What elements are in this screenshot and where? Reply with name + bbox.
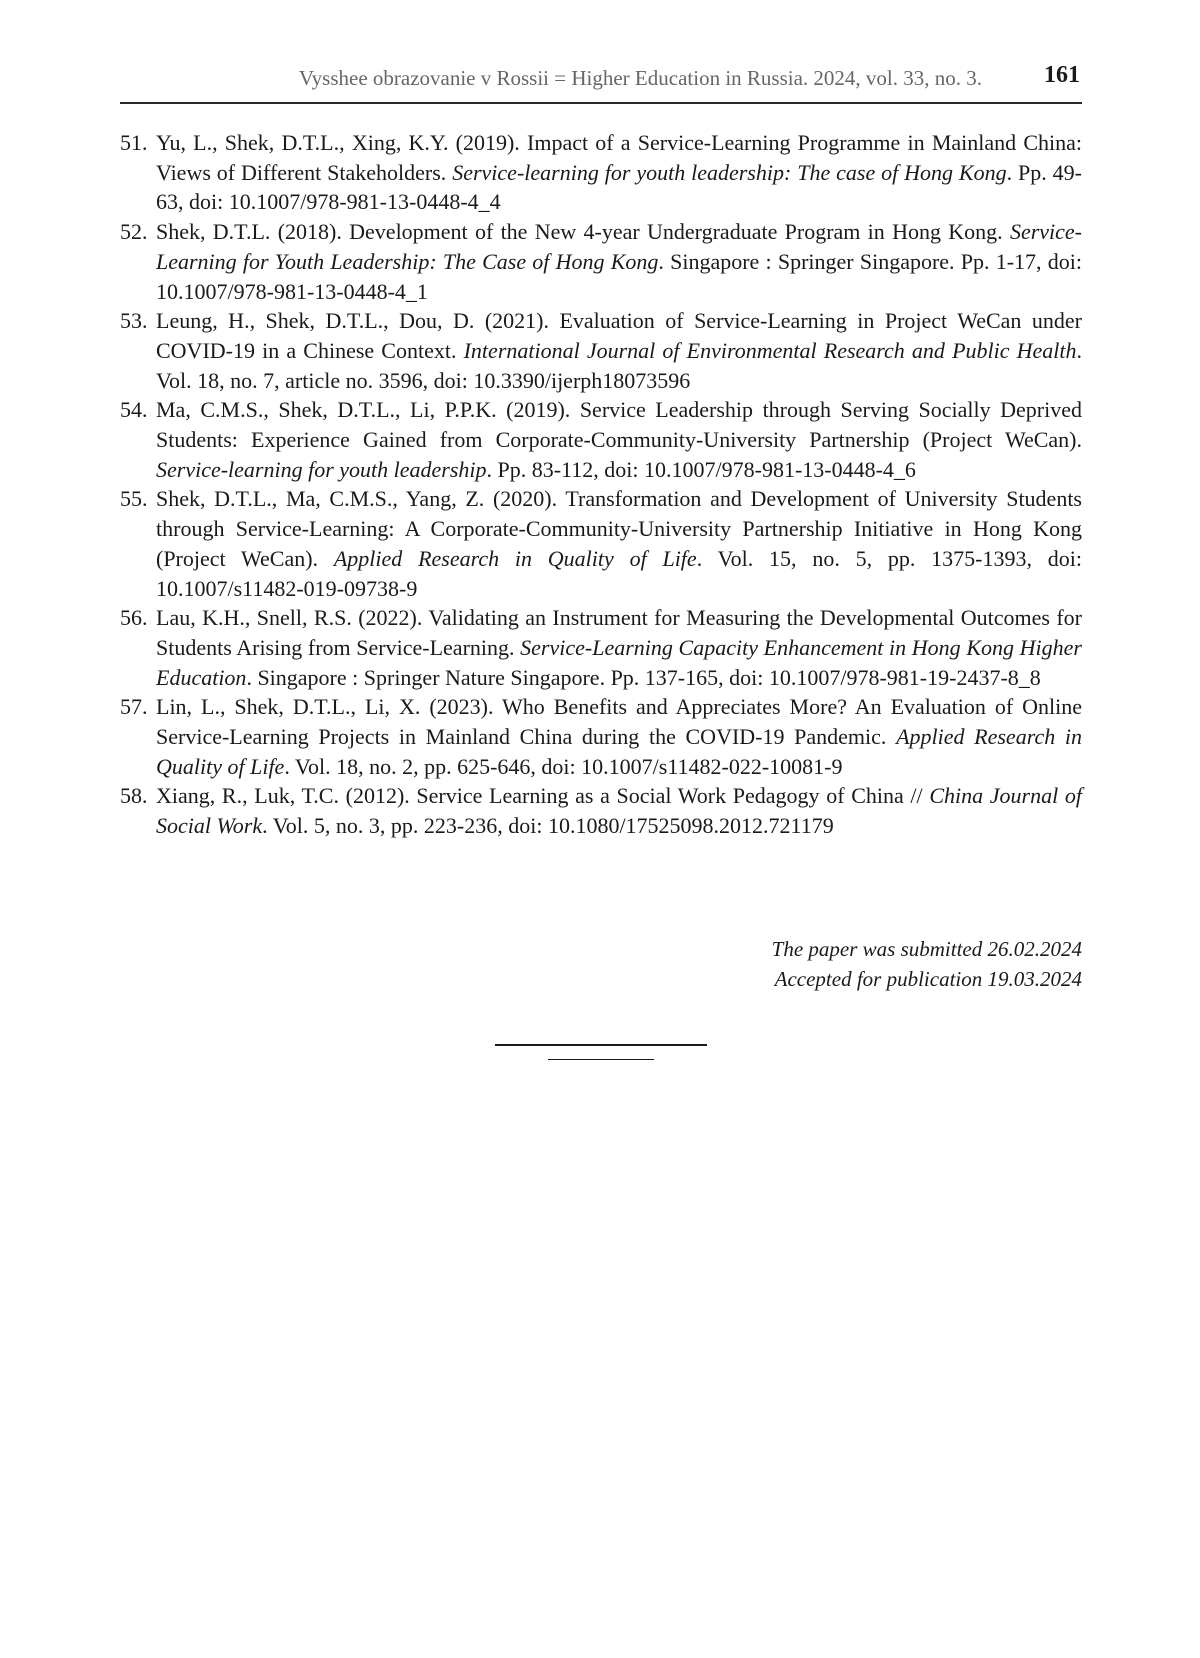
reference-number: 58. [120, 783, 148, 809]
reference-details: . Singapore : Springer Singapore. Pp. 1-17, doi: 10.1007/978-981-13-0448-4_1 [156, 248, 1082, 304]
reference-source: Service-Learning Capacity Enhancement in Hong Kong Higher Education [156, 634, 1082, 690]
reference-authors-title: Shek, D.T.L. (2018). Development of the New 4-year Undergraduate Program in Hong Kong. [156, 219, 1010, 245]
reference-list [120, 128, 1082, 841]
reference-details: . Singapore : Springer Nature Singapore. Pp. 137-165, doi: 10.1007/978-981-19-2437-8_8 [246, 664, 1041, 690]
reference-details: . Pp. 49-63, doi: 10.1007/978-981-13-0448-4_4 [156, 159, 1082, 215]
reference-number: 52. [120, 219, 148, 245]
reference-number: 56. [120, 605, 148, 631]
reference-source: China Journal of Social Work [156, 783, 1082, 839]
reference-authors-title: Yu, L., Shek, D.T.L., Xing, K.Y. (2019). Impact of a Service-Learning Programme in Mainland China: Views of Different Stakeholders. [156, 130, 1082, 185]
reference-source: Applied Research in Quality of Life [333, 545, 697, 571]
reference-authors-title: Lau, K.H., Snell, R.S. (2022). Validating an Instrument for Measuring the Developmental Outcomes for Students Arising from Service-Learning. [156, 605, 1082, 660]
reference-details: . Vol. 18, no. 7, article no. 3596, doi: 10.3390/ijerph18073596 [156, 337, 1083, 393]
reference-source: Service-learning for youth leadership: The case of Hong Kong [452, 159, 1007, 185]
reference-source: International Journal of Environmental Research and Public Health [463, 337, 1077, 363]
reference-source: Applied Research in Quality of Life [156, 724, 1082, 779]
reference-number: 51. [120, 130, 148, 155]
submission-dates [772, 934, 1082, 994]
reference-authors-title: Xiang, R., Luk, T.C. (2012). Service Learning as a Social Work Pedagogy of China // [156, 783, 930, 809]
reference-authors-title: Shek, D.T.L., Ma, C.M.S., Yang, Z. (2020). Transformation and Development of University Students through Service-Learning: A Corporate-Community-University Partnership Initiative in Hong Kong (Project WeCan). [156, 486, 1082, 571]
reference-item [120, 781, 1082, 840]
reference-authors-title: Lin, L., Shek, D.T.L., Li, X. (2023). Who Benefits and Appreciates More? An Evaluation of Online Service-Learning Projects in Mainland China during the COVID-19 Pandemic. [156, 694, 1082, 750]
reference-details: . Vol. 5, no. 3, pp. 223-236, doi: 10.1080/17525098.2012.721179 [262, 813, 834, 839]
end-rule-short [548, 1059, 654, 1060]
reference-source: Service-Learning for Youth Leadership: The Case of Hong Kong [156, 219, 1082, 274]
accepted-date: Accepted for publication 19.03.2024 [774, 967, 1082, 991]
reference-authors-title: Leung, H., Shek, D.T.L., Dou, D. (2021). Evaluation of Service-Learning in Project WeCan under COVID-19 in a Chinese Context. [156, 308, 1082, 363]
reference-details: . Pp. 83-112, doi: 10.1007/978-981-13-0448-4_6 [486, 456, 916, 482]
reference-details: . Vol. 15, no. 5, pp. 1375-1393, doi: 10.1007/s11482-019-09738-9 [156, 545, 1083, 601]
reference-item [120, 128, 1082, 217]
reference-number: 55. [120, 486, 148, 512]
reference-item [120, 395, 1082, 484]
reference-item [120, 306, 1082, 395]
page-number: 161 [1044, 62, 1080, 88]
reference-item [120, 692, 1082, 781]
reference-item [120, 484, 1082, 603]
reference-item [120, 603, 1082, 692]
submitted-date: The paper was submitted 26.02.2024 [771, 937, 1082, 961]
reference-details: . Vol. 18, no. 2, pp. 625-646, doi: 10.1007/s11482-022-10081-9 [284, 753, 843, 779]
reference-number: 54. [120, 397, 148, 423]
reference-number: 53. [120, 308, 148, 334]
end-rule-long [495, 1044, 707, 1046]
reference-source: Service-learning for youth leadership [156, 456, 487, 482]
reference-authors-title: Ma, C.M.S., Shek, D.T.L., Li, P.P.K. (2019). Service Leadership through Serving Socially Deprived Students: Experience Gained from Corporate-Community-University Partnership (Project WeCan). [156, 397, 1082, 453]
journal-citation: Vysshee obrazovanie v Rossii = Higher Education in Russia. 2024, vol. 33, no. 3. [298, 66, 982, 90]
reference-number: 57. [120, 694, 148, 720]
reference-item [120, 217, 1082, 306]
running-header [120, 62, 1082, 104]
